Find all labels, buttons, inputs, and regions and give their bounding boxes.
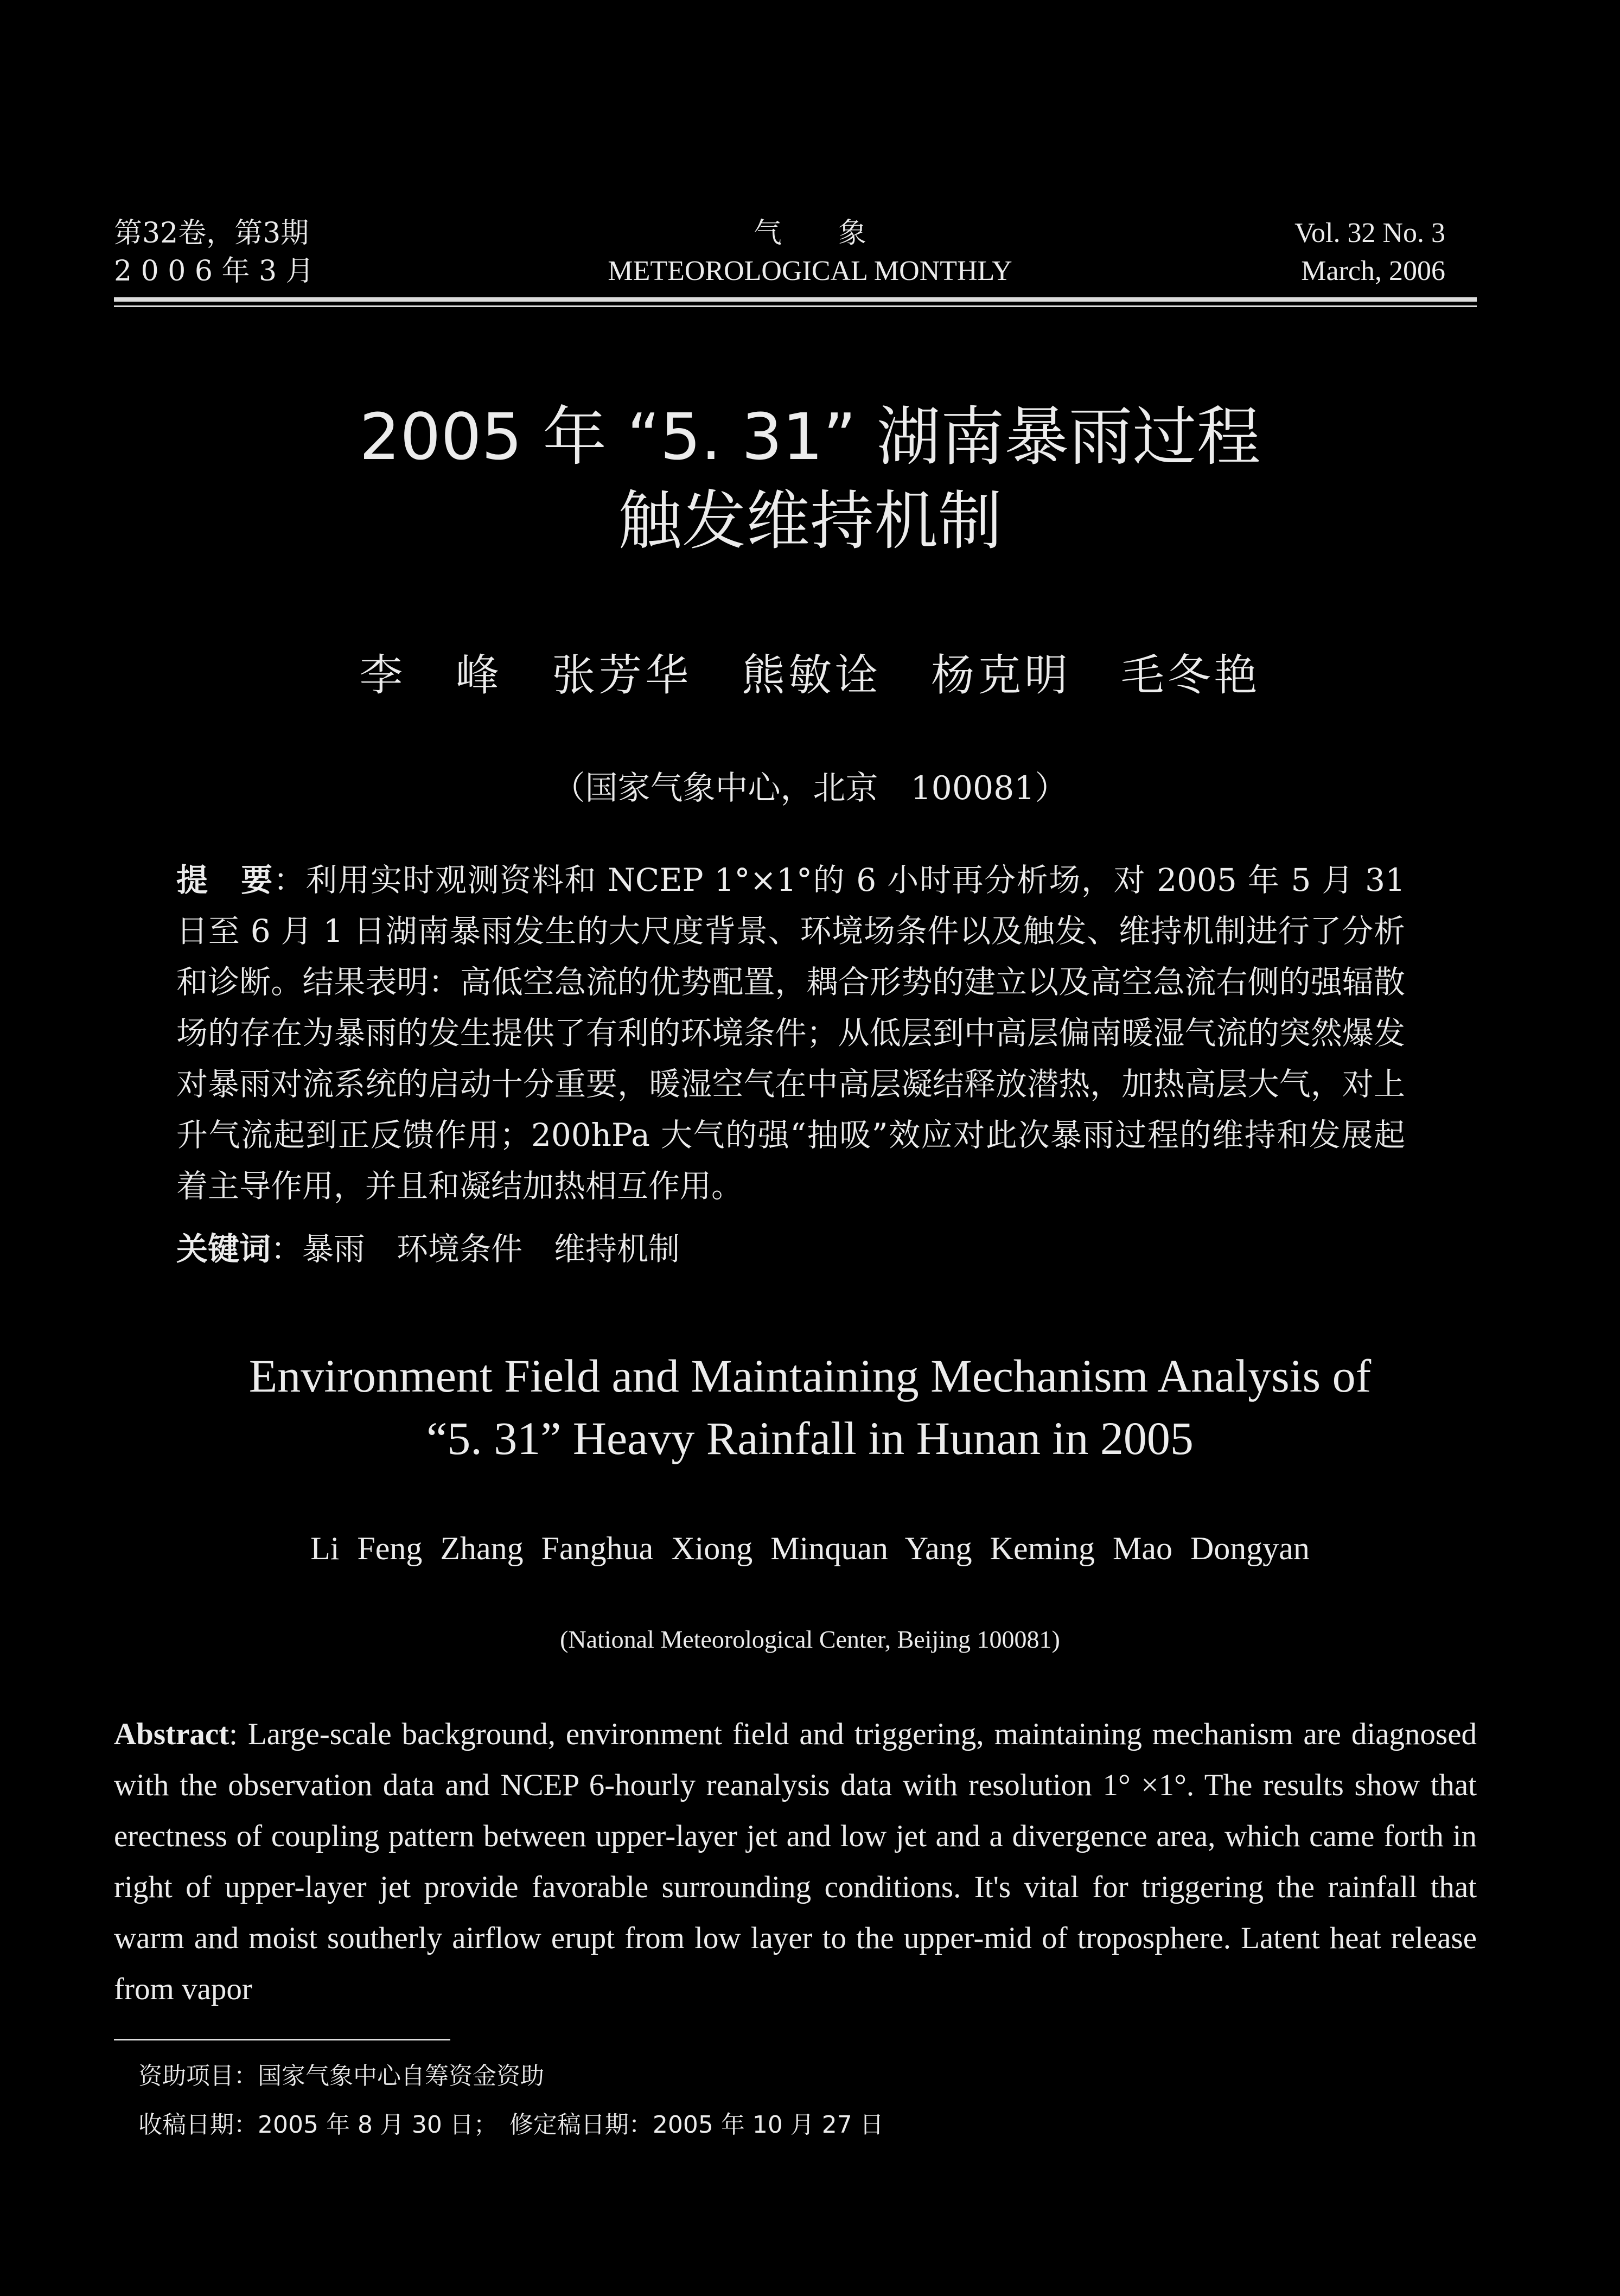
footnote-dates: 收稿日期：2005 年 8 月 30 日； 修定稿日期：2005 年 10 月 27 日 [138,2111,884,2139]
header-right [1294,214,1445,290]
date-en: March, 2006 [1301,256,1445,286]
abstract-zh [176,854,1405,1211]
keywords-zh-text: ：暴雨 环境条件 维持机制 [271,1230,680,1267]
journal-zh: 气 象 [753,217,866,250]
title-zh-line1: 2005 年 “5. 31” 湖南暴雨过程 [359,399,1261,474]
journal-en: METEOROLOGICAL MONTHLY [608,256,1012,286]
affiliation-zh: （国家气象中心，北京 100081） [552,769,1068,807]
affiliation-en: (National Meteorological Center, Beijing 100081) [560,1625,1060,1653]
authors-zh: 李 峰 张芳华 熊敏诠 杨克明 毛冬艳 [359,650,1261,700]
keywords-zh [176,1223,680,1274]
date-zh: 2 0 0 6 年 3 月 [114,255,314,288]
footnote-rule [114,2039,450,2040]
abstract-en-label: Abstract [114,1717,229,1751]
abstract-zh-text: ：利用实时观测资料和 NCEP 1°×1°的 6 小时再分析场，对 2005 年 5 月 31 日至 6 月 1 日湖南暴雨发生的大尺度背景、环境场条件以及触发、维持机制进行了分析和诊断。结果表明：高低空急流的优势配置，耦合形势的建立以及高空急流右侧的强辐散场的存在为暴雨的发生提供了有利的环境条件；从低层到中高层偏南暖湿气流的突然爆发对暴雨对流系统的启动十分重要，暖湿空气在中高层凝结释放潜热，加热高层大气，对上升气流起到正反馈作用；200hPa 大气的强“抽吸”效应对此次暴雨过程的维持和发展起着主导作用，并且和凝结加热相互作用。 [176,862,1405,1204]
authors-en: Li Feng Zhang Fanghua Xiong Minquan Yang Keming Mao Dongyan [310,1530,1310,1566]
abstract-en [114,1709,1477,2015]
abstract-en-text: : Large-scale background, environment field and triggering, maintaining mechanism are diagnosed with the observation data and NCEP 6-hourly reanalysis data with resolution 1° ×1°. The results show that erectness of coupling pattern between upper-layer jet and low jet and a divergence area, which came forth in right of upper-layer jet provide favorable surrounding conditions. It's vital for triggering the rainfall that warm and moist southerly airflow erupt from low layer to the upper-mid of troposphere. Latent heat release from vapor [114,1717,1477,2006]
keywords-zh-label: 关键词 [176,1230,271,1267]
title-zh-line2: 触发维持机制 [617,483,1002,558]
abstract-zh-label: 提 要 [176,862,273,898]
title-en-line2: “5. 31” Heavy Rainfall in Hunan in 2005 [426,1412,1194,1464]
header-rule-thin [114,305,1477,307]
header-rule-thick [114,297,1477,302]
title-en-line1: Environment Field and Maintaining Mechanism Analysis of [248,1350,1372,1402]
volume-en: Vol. 32 No. 3 [1294,218,1445,248]
volume-zh: 第32卷，第3期 [114,217,309,250]
footnote-funding: 资助项目：国家气象中心自筹资金资助 [138,2062,544,2090]
